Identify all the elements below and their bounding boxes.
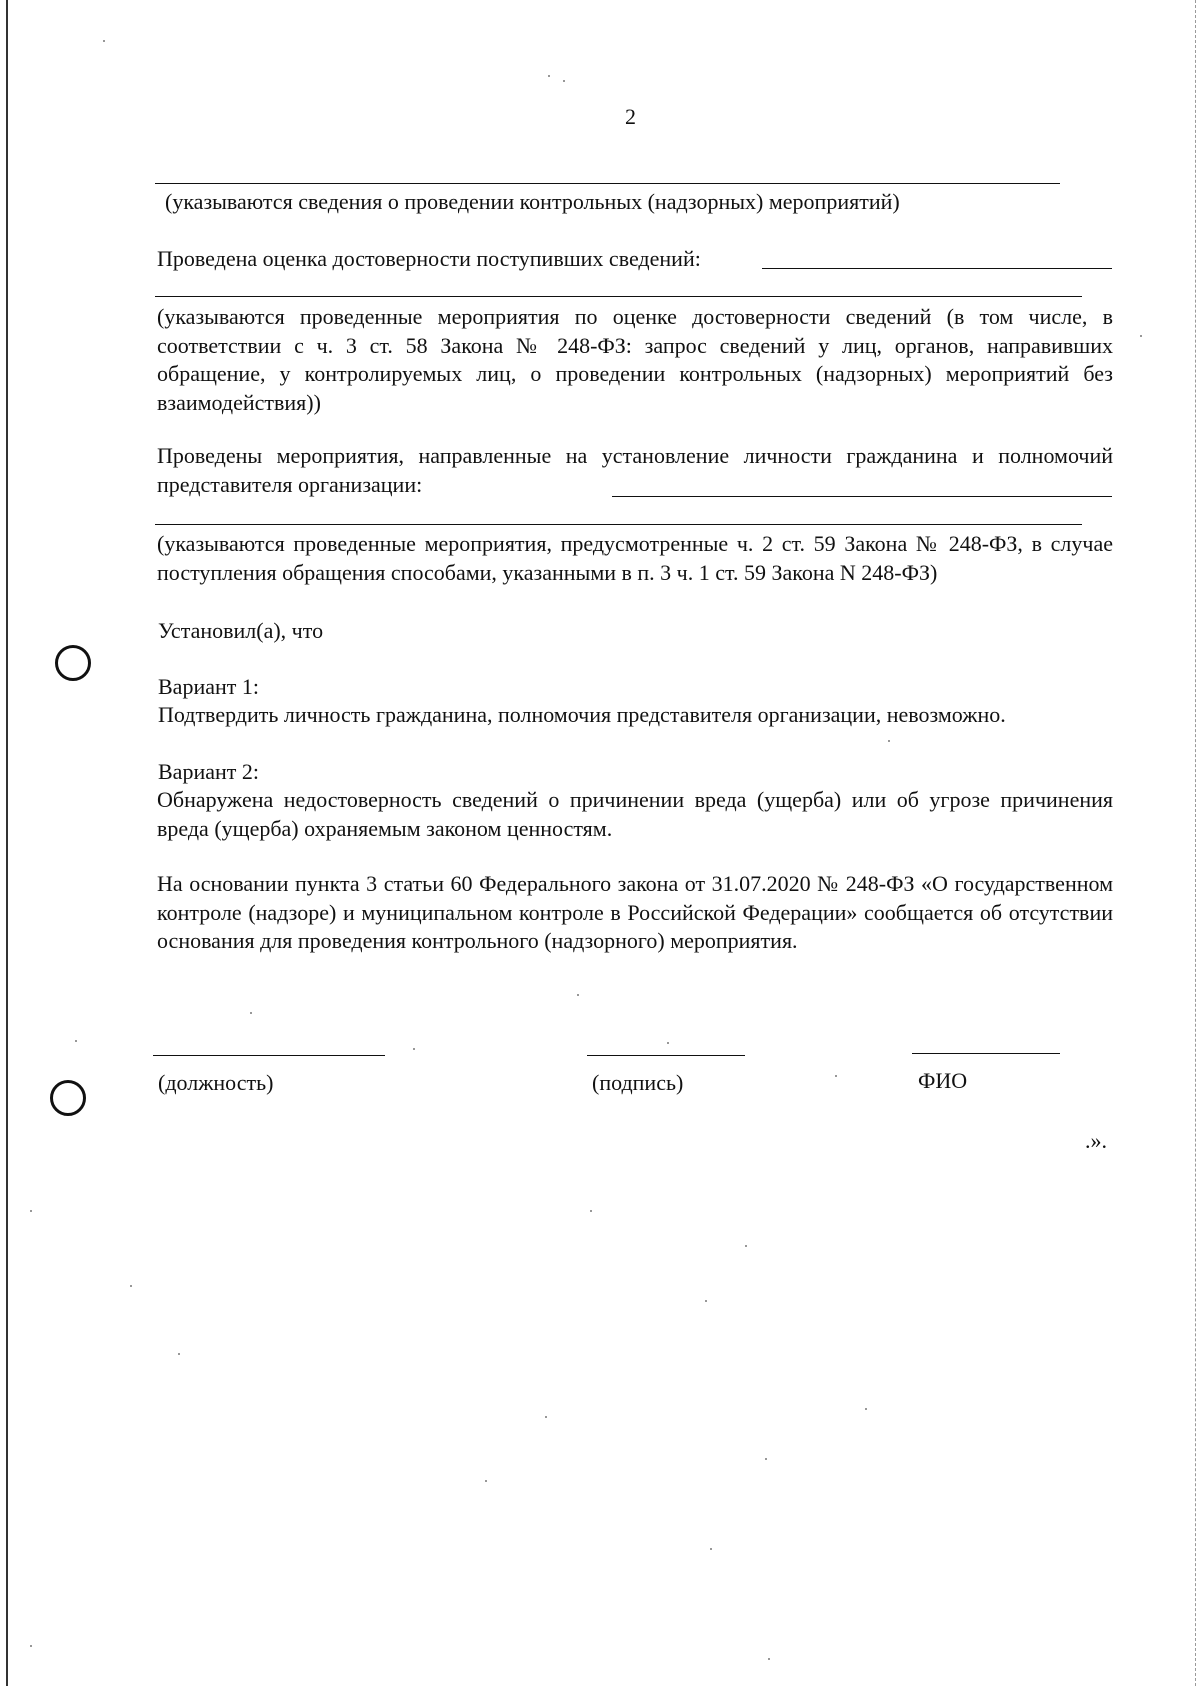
scan-speck bbox=[745, 1245, 747, 1247]
established-text: Установил(а), что bbox=[158, 618, 324, 643]
closing-mark: .». bbox=[1085, 1128, 1107, 1153]
scan-speck bbox=[835, 1075, 837, 1077]
scan-speck bbox=[103, 40, 105, 42]
scan-speck bbox=[548, 75, 550, 77]
reliability-fill-line bbox=[762, 268, 1112, 269]
scan-speck bbox=[590, 1210, 592, 1212]
identity-label: Проведены мероприятия, направленные на установление личности гражданина и полномочий представителя организации: bbox=[157, 443, 1113, 497]
control-measures-line bbox=[155, 183, 1060, 184]
conclusion-text: На основании пункта 3 статьи 60 Федерального закона от 31.07.2020 № 248-ФЗ «О государственном контроле (надзоре) и муниципальном контроле в Российской Федерации» сообщается об отсутствии основания для проведения контрольного (надзорного) мероприятия. bbox=[157, 871, 1113, 953]
scan-speck bbox=[667, 1042, 669, 1044]
punch-hole-top bbox=[55, 645, 91, 681]
scan-speck bbox=[765, 1458, 767, 1460]
scan-speck bbox=[30, 1645, 32, 1647]
name-label: ФИО bbox=[918, 1068, 968, 1093]
signature-line bbox=[587, 1055, 745, 1056]
scan-speck bbox=[888, 740, 890, 742]
position-label: (должность) bbox=[158, 1070, 274, 1095]
signature-label: (подпись) bbox=[592, 1070, 684, 1095]
scan-speck bbox=[768, 1658, 770, 1660]
scan-speck bbox=[705, 1300, 707, 1302]
scan-edge-right bbox=[1194, 0, 1196, 1686]
scan-speck bbox=[250, 1012, 252, 1014]
reliability-hint: (указываются проведенные мероприятия по оценке достоверности сведений (в том числе, в соответствии с ч. 3 ст. 58 Закона № 248-ФЗ: запрос сведений у лиц, органов, направивших обращение, у контролируемых лиц, о проведении контрольных (надзорных) мероприятий без взаимодействия)) bbox=[157, 304, 1113, 415]
scan-speck bbox=[75, 1040, 77, 1042]
scan-speck bbox=[577, 994, 579, 996]
identity-fill-line bbox=[612, 496, 1112, 497]
variant-2-text: Обнаружена недостоверность сведений о причинении вреда (ущерба) или об угрозе причинения вреда (ущерба) охраняемым законом ценностям. bbox=[157, 787, 1113, 841]
scan-speck bbox=[485, 1480, 487, 1482]
punch-hole-bottom bbox=[50, 1080, 86, 1116]
scan-speck bbox=[865, 1408, 867, 1410]
scan-speck bbox=[1140, 335, 1142, 337]
identity-hint: (указываются проведенные мероприятия, предусмотренные ч. 2 ст. 59 Закона № 248-ФЗ, в случае поступления обращения способами, указанными в п. 3 ч. 1 ст. 59 Закона N 248-ФЗ) bbox=[157, 531, 1113, 585]
reliability-label: Проведена оценка достоверности поступивших сведений: bbox=[157, 246, 701, 271]
control-measures-hint: (указываются сведения о проведении контрольных (надзорных) мероприятий) bbox=[165, 189, 900, 214]
scan-speck bbox=[710, 1548, 712, 1550]
scan-speck bbox=[545, 1416, 547, 1418]
variant-2-title: Вариант 2: bbox=[158, 759, 259, 784]
variant-1-title: Вариант 1: bbox=[158, 674, 259, 699]
scan-speck bbox=[413, 1048, 415, 1050]
scan-speck bbox=[563, 80, 565, 82]
scan-edge-left bbox=[6, 0, 8, 1686]
name-line bbox=[912, 1053, 1060, 1054]
variant-1-text: Подтвердить личность гражданина, полномочия представителя организации, невозможно. bbox=[158, 702, 1006, 727]
scan-speck bbox=[130, 1285, 132, 1287]
page-number: 2 bbox=[625, 104, 636, 129]
reliability-line bbox=[155, 296, 1082, 297]
scan-speck bbox=[30, 1210, 32, 1212]
identity-line bbox=[155, 524, 1082, 525]
position-line bbox=[153, 1055, 385, 1056]
scan-speck bbox=[178, 1353, 180, 1355]
